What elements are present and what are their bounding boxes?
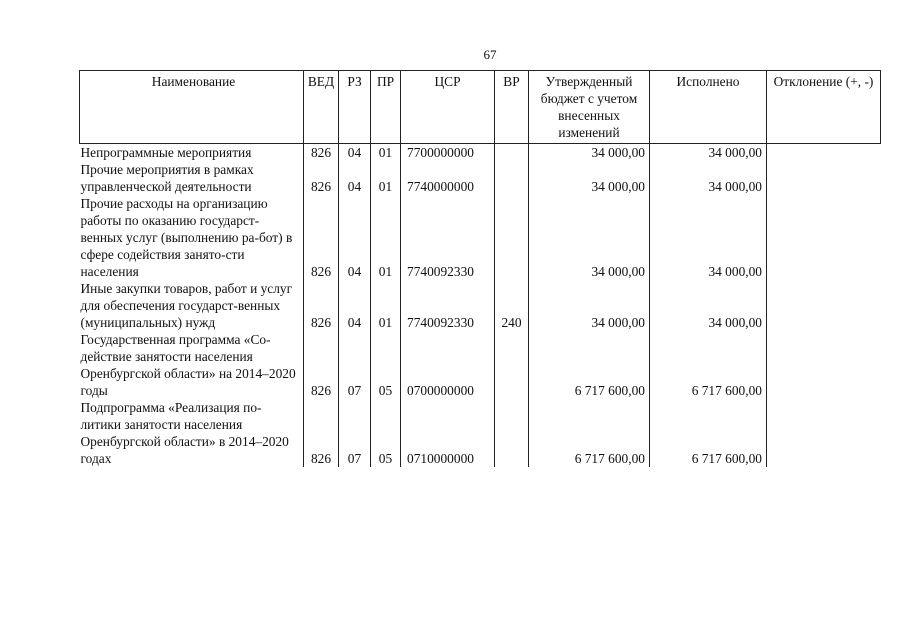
row-approved: 34 000,00 (529, 280, 650, 331)
table-row (80, 144, 881, 162)
row-name: Иные закупки товаров, работ и услуг для обеспечения государст-венных (муниципальных) нужд (80, 280, 304, 331)
header-approved-budget: Утвержденный бюджет с учетом внесенных изменений (529, 71, 650, 144)
table-row (80, 161, 881, 195)
page-number: 67 (483, 47, 497, 62)
row-name: Государственная программа «Со-действие занятости населения Оренбургской области» на 2014–2020 годы (80, 331, 304, 399)
row-rz: 07 (339, 399, 371, 467)
row-name: Подпрограмма «Реализация по-литики занятости населения Оренбургской области» в 2014–2020 годах (80, 399, 304, 467)
row-name: Прочие расходы на организацию работы по оказанию государст-венных услуг (выполнению ра-бот) в сфере содействия занято-сти населения (80, 195, 304, 280)
row-name: Непрограммные мероприятия (80, 144, 304, 162)
budget-table (79, 70, 881, 467)
row-executed: 34 000,00 (650, 144, 767, 162)
header-vr: ВР (495, 71, 529, 144)
row-ved: 826 (304, 161, 339, 195)
row-name: Прочие мероприятия в рамках управленческой деятельности (80, 161, 304, 195)
row-csr: 7740092330 (401, 195, 495, 280)
row-rz: 04 (339, 280, 371, 331)
row-deviation (767, 280, 881, 331)
row-rz: 04 (339, 161, 371, 195)
table-row (80, 280, 881, 331)
row-vr (495, 144, 529, 162)
header-executed: Исполнено (650, 71, 767, 144)
table-header (80, 71, 881, 144)
row-vr (495, 399, 529, 467)
budget-table-container (79, 70, 880, 467)
row-deviation (767, 161, 881, 195)
row-approved: 34 000,00 (529, 144, 650, 162)
row-deviation (767, 399, 881, 467)
row-pr: 05 (371, 399, 401, 467)
row-csr: 7740000000 (401, 161, 495, 195)
row-pr: 05 (371, 331, 401, 399)
row-rz: 04 (339, 195, 371, 280)
row-pr: 01 (371, 161, 401, 195)
table-body (80, 144, 881, 468)
row-ved: 826 (304, 399, 339, 467)
row-deviation (767, 144, 881, 162)
row-csr: 7700000000 (401, 144, 495, 162)
row-pr: 01 (371, 195, 401, 280)
row-executed: 6 717 600,00 (650, 331, 767, 399)
row-vr (495, 195, 529, 280)
row-rz: 07 (339, 331, 371, 399)
header-csr: ЦСР (401, 71, 495, 144)
row-approved: 6 717 600,00 (529, 331, 650, 399)
row-ved: 826 (304, 144, 339, 162)
header-row (80, 71, 881, 144)
row-csr: 0700000000 (401, 331, 495, 399)
row-executed: 34 000,00 (650, 280, 767, 331)
row-rz: 04 (339, 144, 371, 162)
header-rz: РЗ (339, 71, 371, 144)
table-row (80, 195, 881, 280)
row-pr: 01 (371, 280, 401, 331)
row-vr: 240 (495, 280, 529, 331)
table-row (80, 399, 881, 467)
row-vr (495, 331, 529, 399)
header-ved: ВЕД (304, 71, 339, 144)
row-pr: 01 (371, 144, 401, 162)
row-deviation (767, 195, 881, 280)
row-executed: 34 000,00 (650, 161, 767, 195)
row-approved: 6 717 600,00 (529, 399, 650, 467)
row-executed: 34 000,00 (650, 195, 767, 280)
row-csr: 0710000000 (401, 399, 495, 467)
row-ved: 826 (304, 195, 339, 280)
row-ved: 826 (304, 280, 339, 331)
row-vr (495, 161, 529, 195)
row-approved: 34 000,00 (529, 161, 650, 195)
row-executed: 6 717 600,00 (650, 399, 767, 467)
header-pr: ПР (371, 71, 401, 144)
header-name: Наименование (80, 71, 304, 144)
row-csr: 7740092330 (401, 280, 495, 331)
table-row (80, 331, 881, 399)
row-approved: 34 000,00 (529, 195, 650, 280)
header-deviation: Отклонение (+, -) (767, 71, 881, 144)
row-deviation (767, 331, 881, 399)
row-ved: 826 (304, 331, 339, 399)
